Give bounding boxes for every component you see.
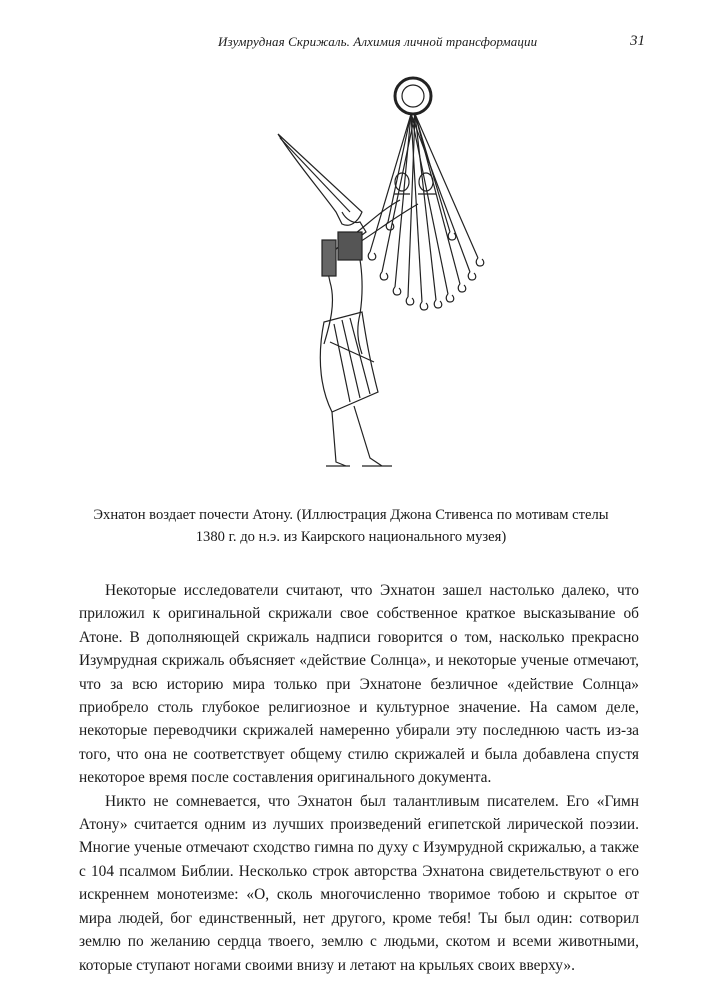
caption-line-2: 1380 г. до н.э. из Каирского национального музея) — [195, 529, 507, 545]
ray-hand — [406, 297, 413, 305]
sun-ray — [415, 114, 436, 300]
sun-disk-inner — [402, 85, 424, 107]
ray-hand — [368, 252, 375, 260]
ray-hand — [446, 294, 453, 302]
paragraph-2: Никто не сомневается, что Эхнатон был талантливым писателем. Его «Гимн Атону» считается одним из лучших произведений египетской лирической поэзии. Многие ученые отмечают сходство гимна по духу с Изумрудной скрижалью, а также с 104 псалмом Библии. Несколько строк авторства Эхнатона свидетельствуют о его искреннем монотеизме: «О, сколь многочисленно творимое тобою и скрытое от мира людей, бог единственный, нет другого, кроме тебя! Ты был один: сотворил землю по желанию сердца твоего, землю с людьми, скотом и всеми животными, которые ступают ногами своими внизу и летают на крыльях своих вверху». — [79, 792, 639, 974]
ray-hand — [458, 284, 465, 292]
ray-hand — [380, 272, 387, 280]
page-number: 31 — [630, 33, 645, 49]
sun-ray — [415, 114, 460, 284]
sun-rays — [368, 114, 483, 310]
paragraph-1: Некоторые исследователи считают, что Эхнатон зашел настолько далеко, что приложил к оригинальной скрижали свое собственное краткое высказывание об Атоне. В дополняющей скрижаль надписи говорится о том, насколько прекрасно Изумрудная скрижаль объясняет «действие Солнца», и некоторые ученые отмечают, что за всю историю мира только при Эхнатоне безличное «действие Солнца» приобрело столь глубокое религиозное и культурное значение. На самом деле, некоторые переводчики скрижалей намеренно убирали эту последнюю часть из-за того, что она не соответствует общему стилю скрижалей и была добавлена спустя некоторое время после составления оригинального документа. — [79, 582, 639, 787]
caption-line-1: Эхнатон воздает почести Атону. (Иллюстрация Джона Стивенса по мотивам стелы — [93, 507, 609, 523]
akhenaten-aten-illustration — [250, 62, 490, 482]
ray-hand — [448, 232, 455, 240]
running-title: Изумрудная Скрижаль. Алхимия личной трансформации — [218, 34, 538, 49]
ray-hand — [393, 287, 400, 295]
ray-hand — [476, 258, 483, 266]
sun-ray — [415, 114, 478, 258]
ray-hand — [420, 302, 427, 310]
collar — [338, 232, 362, 260]
page-header — [0, 34, 702, 54]
legs — [332, 406, 382, 466]
ray-hand — [434, 300, 441, 308]
ray-hand — [468, 272, 475, 280]
figure-caption — [60, 504, 642, 548]
sun-disk-outer — [395, 78, 431, 114]
sun-ray — [411, 114, 470, 272]
body-text — [79, 579, 639, 977]
illustration — [250, 62, 490, 482]
sun-ray — [415, 114, 450, 232]
